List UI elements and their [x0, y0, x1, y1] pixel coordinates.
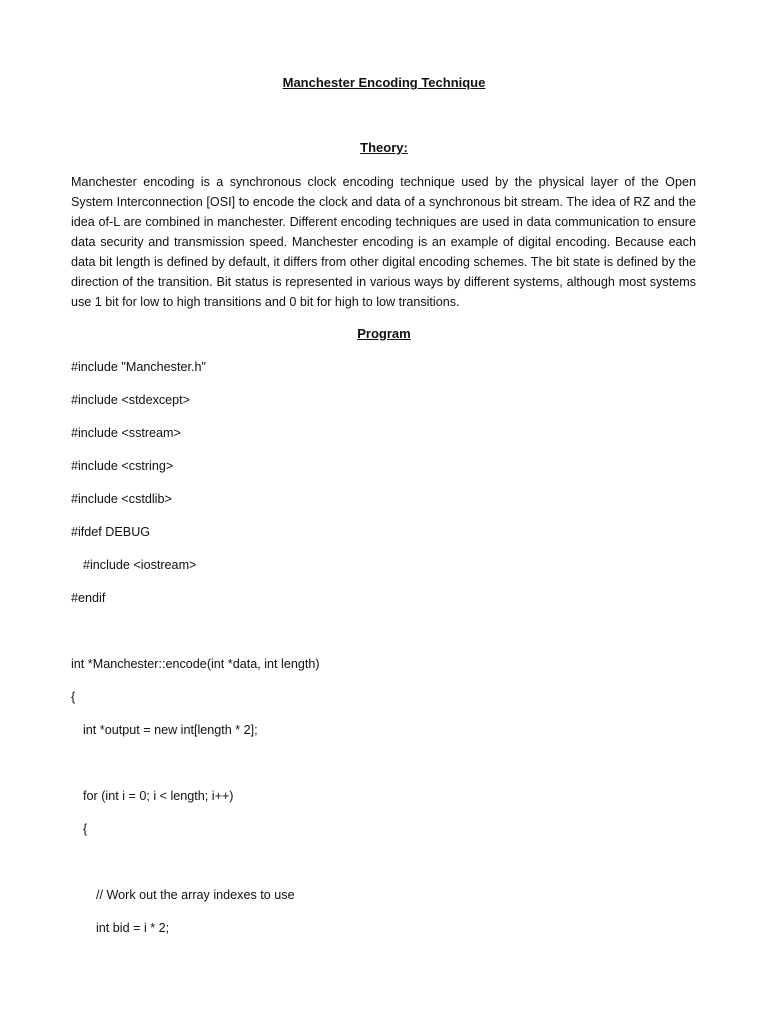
code-line: // Work out the array indexes to use	[96, 888, 295, 902]
document-title: Manchester Encoding Technique	[282, 75, 486, 90]
code-line: #include <sstream>	[71, 426, 181, 440]
code-line: #include <iostream>	[83, 558, 197, 572]
code-line: #include <stdexcept>	[71, 393, 191, 407]
code-line: #include "Manchester.h"	[71, 360, 206, 374]
program-heading: Program	[357, 326, 411, 341]
code-line: #endif	[71, 591, 106, 605]
code-line: int *output = new int[length * 2];	[83, 723, 258, 737]
code-line: for (int i = 0; i < length; i++)	[83, 789, 234, 803]
code-line-blank	[71, 621, 320, 654]
code-line: {	[83, 822, 88, 836]
code-line: #include <cstring>	[71, 459, 174, 473]
code-line-blank	[71, 753, 320, 786]
code-line: int *Manchester::encode(int *data, int length)	[71, 657, 320, 671]
code-line: {	[71, 690, 76, 704]
program-code	[71, 357, 320, 951]
theory-heading: Theory:	[360, 140, 408, 155]
code-line-blank	[71, 852, 320, 885]
code-line: #ifdef DEBUG	[71, 525, 151, 539]
theory-paragraph: Manchester encoding is a synchronous clock encoding technique used by the physical layer of the Open System Interconnection [OSI] to encode the clock and data of a synchronous bit stream. The idea of RZ and the idea of-L are combined in manchester. Different encoding techniques are used in data communication to ensure data security and transmission speed. Manchester encoding is an example of digital encoding. Because each data bit length is defined by default, it differs from other digital encoding schemes. The bit state is defined by the direction of the transition. Bit status is represented in various ways by different systems, although most systems use 1 bit for low to high transitions and 0 bit for high to low transitions.	[71, 175, 696, 309]
code-line: int bid = i * 2;	[96, 921, 170, 935]
code-line: #include <cstdlib>	[71, 492, 172, 506]
